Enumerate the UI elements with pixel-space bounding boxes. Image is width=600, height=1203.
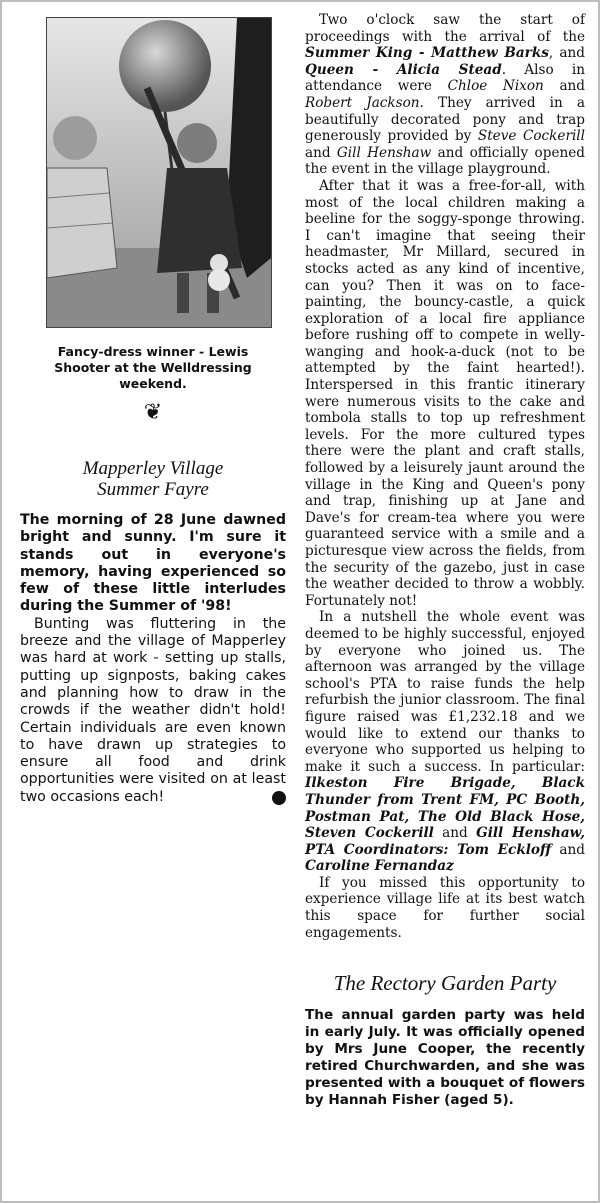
text-run: and xyxy=(305,144,337,161)
text-run: and officially opened the event in the village playground. xyxy=(305,144,585,178)
article-paragraph xyxy=(20,615,295,806)
text-run: In a nutshell the whole event was deemed to be highly successful, enjoyed by everyone who joined us. The afternoon was arranged by the village school's PTA to raise funds the help refurbish the junior classroom. The final figure raised was £1,232.18 and we would like to extend our thanks to everyone who supported us helping to make it such a success. In particular: xyxy=(305,609,585,775)
text-run: and xyxy=(433,825,477,842)
queen-name: Queen - Alicia Stead xyxy=(305,61,502,78)
right-column xyxy=(305,12,585,1109)
provider-name: Gill Henshaw xyxy=(336,144,432,161)
text-run: , and xyxy=(548,45,585,62)
text-run: Two o'clock saw the start of proceedings with the arrival of the xyxy=(305,12,585,45)
thanks-list: Ilkeston Fire Brigade, Black Thunder from Trent FM, PC Booth, Postman Pat, The Old Black Hose, Steven Cockerill xyxy=(305,775,585,842)
text-run: . They arrived in a beautifully decorated pony and trap generously provided by xyxy=(305,94,585,145)
article-paragraph: After that it was a free-for-all, with most of the local children making a beeline for the soggy-sponge throwing. I can't imagine that seeing their headmaster, Mr Millard, secured in stocks acted as any kind of incentive, can you? Then it was on to face-painting, the bouncy-castle, a quick exploration of a local fire appliance before rushing off to compete in welly-wanging and hook-a-duck (not to be attempted by the faint hearted!). Interspersed in this frantic itinerary were numerous visits to the cake and tombola stalls to top up refreshment levels. For the more cultured types there were the plant and craft stalls, followed by a leisurely jaunt around the village in the King and Queen's pony and trap, finishing up at Jane and Dave's for cream-tea where you were guaranteed service with a smile and a picturesque view across the fields, from the security of the gazebo, just in case the weather decided to throw a wobbly. Fortunately not! xyxy=(305,177,585,609)
article-lead-paragraph: The annual garden party was held in early July. It was officially opened by Mrs June Cooper, the recently retired Churchwarden, and she was presented with a bouquet of flowers by Hannah Fisher (aged 5). xyxy=(305,1007,585,1109)
text-run: . Also in attendance were xyxy=(305,61,585,95)
article-heading-summer-fayre xyxy=(20,458,286,500)
paragraph-text: Bunting was fluttering in the breeze and the village of Mapperley was hard at work - setting up stalls, putting up signposts, baking cakes and planning how to draw in the crowds if the weather didn't hold! Certain individuals are even known to have drawn up strategies to ensure all food and drink opportunities were visited on at least two occasions each! xyxy=(20,615,286,805)
thanks-list: Caroline Fernandaz xyxy=(305,858,454,875)
article-paragraph: If you missed this opportunity to experience village life at its best watch this space for further social engagements. xyxy=(305,874,585,941)
thanks-list: Gill Henshaw, PTA Coordinators: Tom Eckloff xyxy=(305,825,585,858)
left-column xyxy=(20,17,295,806)
photo-caption: Fancy-dress winner - Lewis Shooter at the Welldressing weekend. xyxy=(54,344,252,391)
article-heading-garden-party: The Rectory Garden Party xyxy=(333,971,557,996)
fancy-dress-photo xyxy=(46,17,272,328)
heading-line-1: Mapperley Village xyxy=(82,458,224,479)
arrow-right-circle-icon: ➔ xyxy=(272,791,286,805)
article-paragraph xyxy=(305,12,585,178)
attendee-name: Chloe Nixon xyxy=(447,78,544,95)
summer-king-name: Summer King - Matthew Barks xyxy=(305,45,549,62)
heading-line-2: Summer Fayre xyxy=(97,479,209,500)
article-lead-paragraph: The morning of 28 June dawned bright and sunny. I'm sure it stands out in everyone's memory, having experienced so few of these little interludes during the Summer of '98! xyxy=(20,512,286,615)
text-run: and xyxy=(551,841,585,858)
provider-name: Steve Cockerill xyxy=(477,128,585,145)
text-run: and xyxy=(543,78,585,95)
attendee-name: Robert Jackson xyxy=(305,94,420,111)
article-paragraph xyxy=(305,609,585,875)
photo-illustration xyxy=(47,18,271,327)
leaf-ornament-icon: ❦ xyxy=(143,399,163,424)
